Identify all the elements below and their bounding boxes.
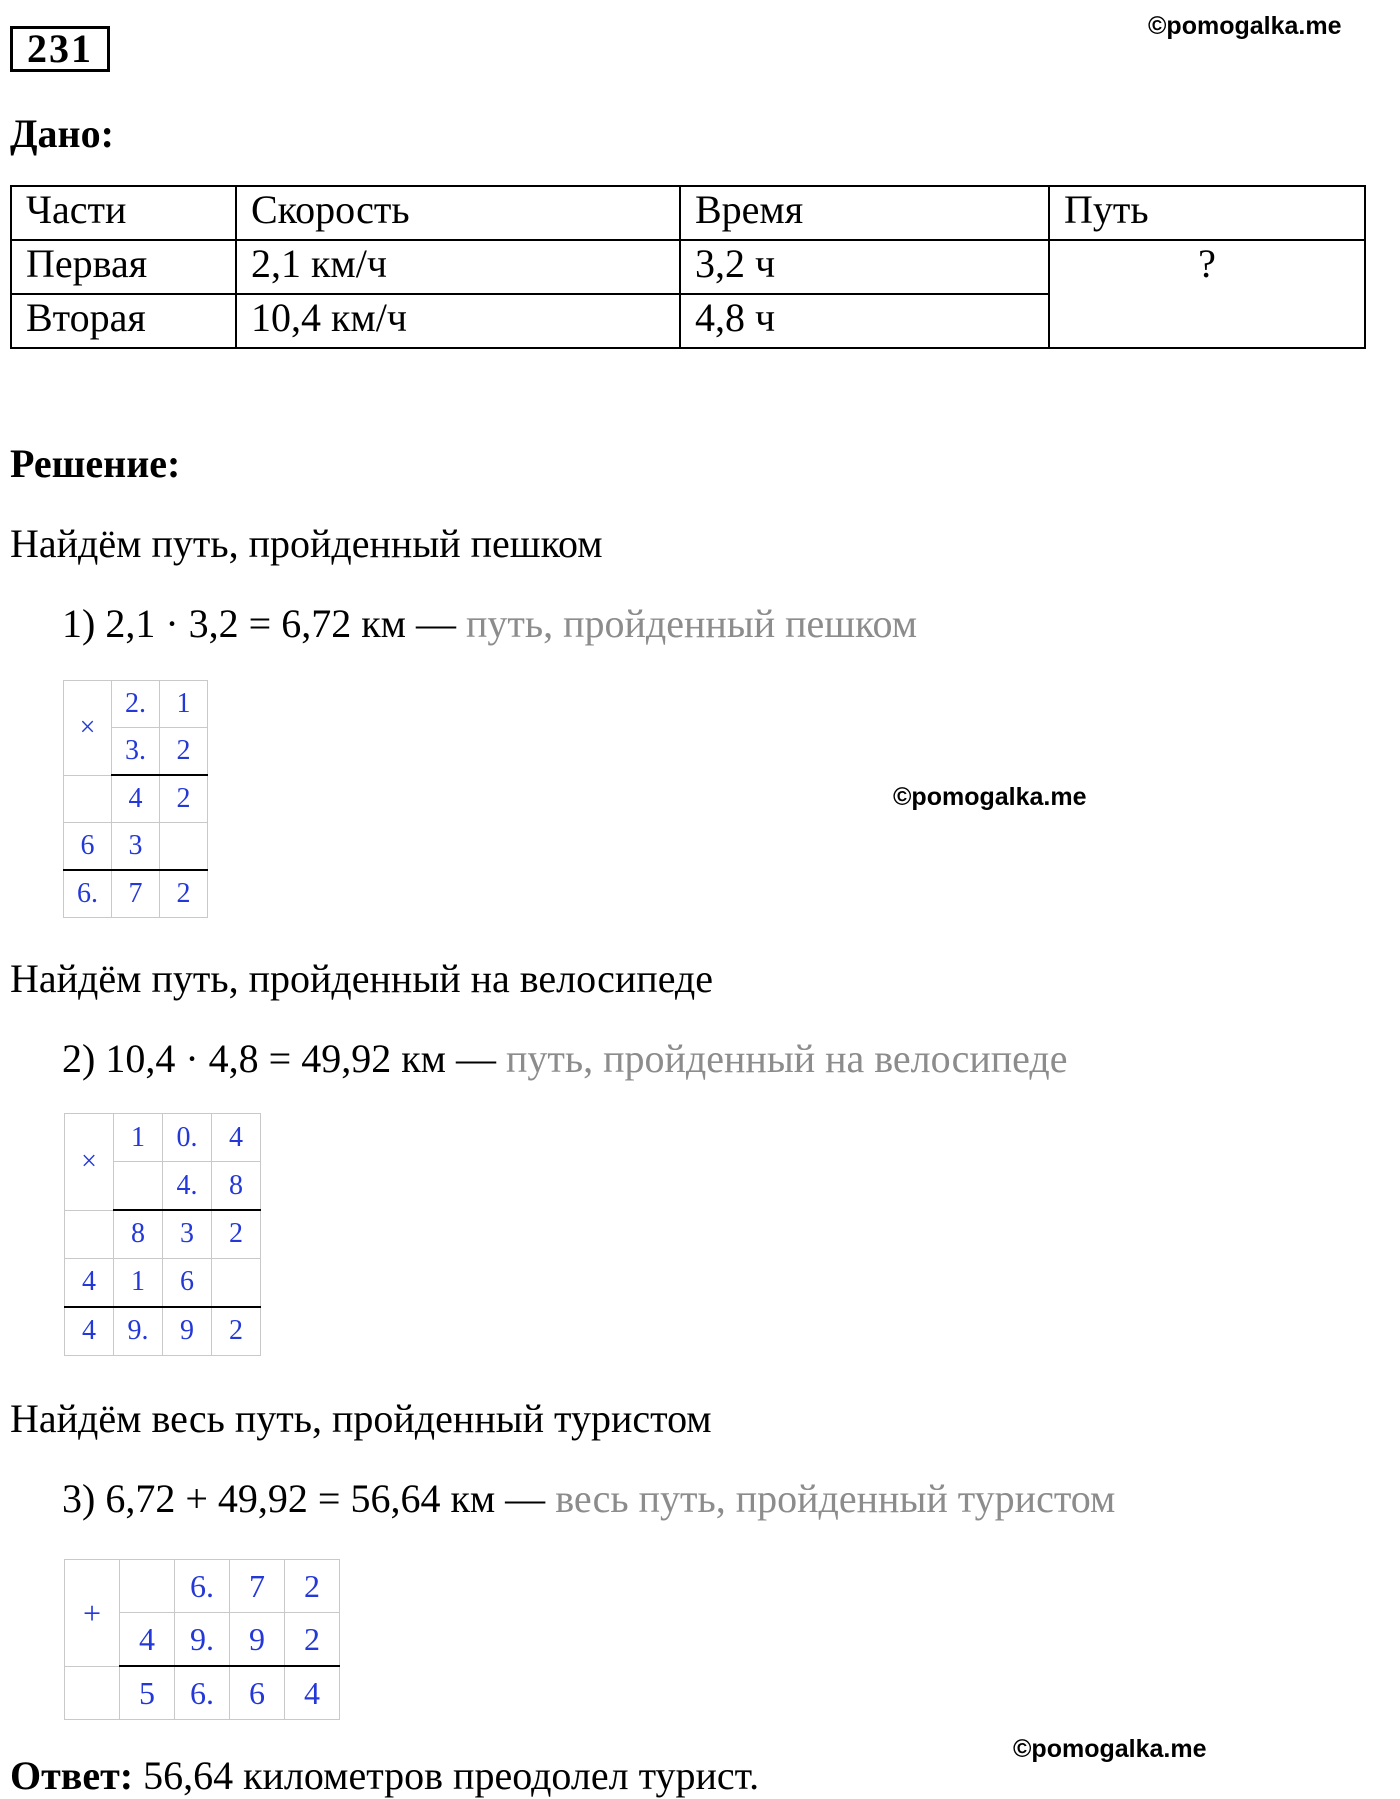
step-intro: Найдём путь, пройденный на велосипеде <box>10 956 714 1001</box>
answer-label: Ответ: <box>10 1753 134 1798</box>
digit-cell: 6. <box>64 870 112 918</box>
step-equation <box>62 600 917 647</box>
digit-cell: 9 <box>230 1613 285 1667</box>
multiply-sign: × <box>64 681 112 776</box>
step-equation <box>62 1035 1068 1082</box>
given-table-header-row <box>11 186 1365 240</box>
digit-cell: 2 <box>285 1613 340 1667</box>
equation-comment: путь, пройденный пешком <box>465 601 918 646</box>
digit-cell: 3 <box>163 1210 212 1258</box>
empty-cell <box>65 1666 120 1719</box>
digit-cell: 1 <box>114 1258 163 1307</box>
digit-cell: 6 <box>163 1258 212 1307</box>
digit-cell: 2 <box>285 1560 340 1613</box>
digit-cell <box>65 1210 114 1258</box>
step-equation <box>62 1475 1115 1522</box>
digit-cell <box>120 1560 175 1613</box>
equation-text: 2) 10,4 · 4,8 = 49,92 км — <box>62 1036 496 1081</box>
answer-text: 56,64 километров преодолел турист. <box>133 1753 760 1798</box>
time-cell: 3,2 ч <box>680 240 1049 294</box>
digit-cell <box>160 822 208 870</box>
time-cell: 4,8 ч <box>680 294 1049 348</box>
digit-cell: 2 <box>160 870 208 918</box>
digit-cell: 6 <box>230 1666 285 1719</box>
digit-cell: 3 <box>112 822 160 870</box>
problem-number: 231 <box>10 26 110 72</box>
speed-cell: 2,1 км/ч <box>236 240 680 294</box>
plus-sign: + <box>65 1560 120 1667</box>
digit-cell: 6. <box>175 1666 230 1719</box>
digit-cell: 1 <box>114 1114 163 1162</box>
digit-cell: 3. <box>112 728 160 776</box>
solution-heading: Решение: <box>10 441 181 486</box>
digit-cell: 8 <box>114 1210 163 1258</box>
digit-cell: 2 <box>160 775 208 822</box>
digit-cell: 2 <box>212 1307 261 1356</box>
digit-cell: 9. <box>114 1307 163 1356</box>
digit-cell: 8 <box>212 1162 261 1211</box>
digit-cell: 4 <box>120 1613 175 1667</box>
unknown-distance-cell: ? <box>1049 240 1365 348</box>
column-addition <box>64 1559 340 1720</box>
digit-cell: 4 <box>112 775 160 822</box>
digit-cell: 6. <box>175 1560 230 1613</box>
digit-cell: 5 <box>120 1666 175 1719</box>
digit-cell: 2 <box>212 1210 261 1258</box>
header-speed: Скорость <box>236 186 680 240</box>
digit-cell: 9 <box>163 1307 212 1356</box>
digit-cell: 4. <box>163 1162 212 1211</box>
given-table <box>10 185 1366 349</box>
given-heading: Дано: <box>10 111 114 156</box>
step-intro: Найдём весь путь, пройденный туристом <box>10 1396 712 1441</box>
digit-cell: 4 <box>65 1258 114 1307</box>
multiply-sign: × <box>65 1114 114 1211</box>
part-cell: Первая <box>11 240 236 294</box>
column-multiplication <box>64 1113 261 1356</box>
equation-text: 3) 6,72 + 49,92 = 56,64 км — <box>62 1476 546 1521</box>
digit-cell: 1 <box>160 681 208 728</box>
digit-cell: 4 <box>65 1307 114 1356</box>
table-row <box>11 240 1365 294</box>
equation-comment: весь путь, пройденный туристом <box>555 1476 1116 1521</box>
digit-cell: 0. <box>163 1114 212 1162</box>
watermark: ©pomogalka.me <box>1148 12 1342 40</box>
digit-cell <box>64 775 112 822</box>
header-parts: Части <box>11 186 236 240</box>
column-multiplication <box>63 680 208 918</box>
digit-cell <box>212 1258 261 1307</box>
watermark: ©pomogalka.me <box>1013 1735 1207 1763</box>
speed-cell: 10,4 км/ч <box>236 294 680 348</box>
digit-cell: 2 <box>160 728 208 776</box>
header-distance: Путь <box>1049 186 1365 240</box>
watermark: ©pomogalka.me <box>893 783 1087 811</box>
answer-line <box>10 1752 759 1799</box>
equation-text: 1) 2,1 · 3,2 = 6,72 км — <box>62 601 456 646</box>
digit-cell: 6 <box>64 822 112 870</box>
part-cell: Вторая <box>11 294 236 348</box>
digit-cell: 4 <box>212 1114 261 1162</box>
equation-comment: путь, пройденный на велосипеде <box>505 1036 1068 1081</box>
digit-cell: 4 <box>285 1666 340 1719</box>
digit-cell <box>114 1162 163 1211</box>
step-intro: Найдём путь, пройденный пешком <box>10 521 603 566</box>
digit-cell: 7 <box>230 1560 285 1613</box>
digit-cell: 9. <box>175 1613 230 1667</box>
digit-cell: 2. <box>112 681 160 728</box>
header-time: Время <box>680 186 1049 240</box>
digit-cell: 7 <box>112 870 160 918</box>
